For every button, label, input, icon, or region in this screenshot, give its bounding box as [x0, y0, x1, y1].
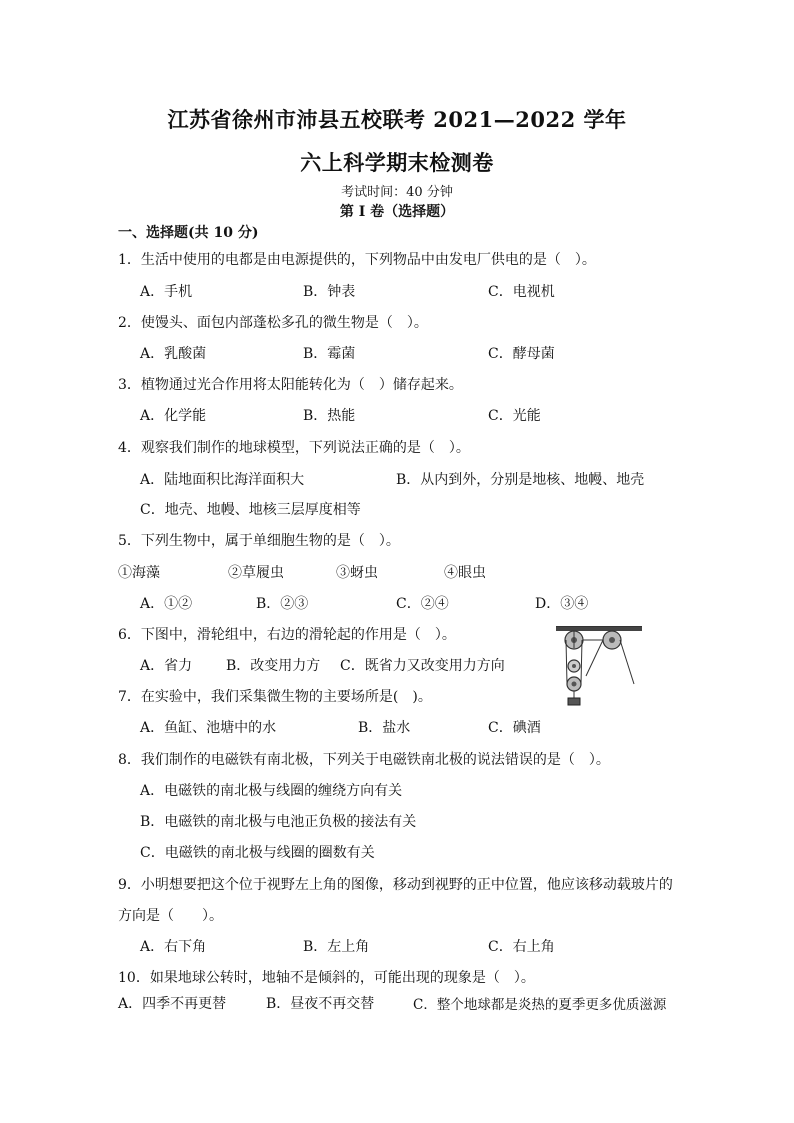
option: B．②③: [256, 596, 309, 612]
option: A．鱼缸、池塘中的水: [140, 720, 277, 736]
option: B．左上角: [303, 939, 370, 955]
list-item: ④眼虫: [444, 565, 486, 581]
question-stem: 8．我们制作的电磁铁有南北极，下列关于电磁铁南北极的说法错误的是（ ）。: [118, 752, 610, 768]
question-stem-continued: 方向是（ ）。: [118, 908, 223, 924]
option: C．电磁铁的南北极与线圈的圈数有关: [140, 845, 375, 861]
option: B．从内到外，分别是地核、地幔、地壳: [396, 472, 645, 488]
section-heading: 一、选择题(共 10 分): [118, 225, 259, 241]
question-stem: 9．小明想要把这个位于视野左上角的图像，移动到视野的正中位置，他应该移动载玻片的: [118, 877, 673, 893]
option: B．热能: [303, 408, 356, 424]
question-stem: 4．观察我们制作的地球模型，下列说法正确的是（ ）。: [118, 440, 470, 456]
list-item: ①海藻: [118, 565, 160, 581]
list-item: ③蚜虫: [336, 565, 378, 581]
option: D．③④: [535, 596, 589, 612]
question-stem: 6．下图中，滑轮组中，右边的滑轮起的作用是（ ）。: [118, 627, 456, 643]
option: A．电磁铁的南北极与线圈的缠绕方向有关: [140, 783, 403, 799]
option: A．四季不再更替: [118, 996, 227, 1012]
question-stem: 1．生活中使用的电都是由电源提供的，下列物品中由发电厂供电的是（ ）。: [118, 252, 596, 268]
option: A．化学能: [140, 408, 207, 424]
pulley-diagram: [556, 626, 642, 706]
option: C．②④: [396, 596, 449, 612]
question-stem: 3．植物通过光合作用将太阳能转化为（ ）储存起来。: [118, 377, 463, 393]
question-stem: 5．下列生物中，属于单细胞生物的是（ ）。: [118, 533, 400, 549]
option: C．酵母菌: [488, 346, 555, 362]
option: A．省力: [140, 658, 193, 674]
option: A．陆地面积比海洋面积大: [140, 472, 305, 488]
question-stem: 10．如果地球公转时，地轴不是倾斜的，可能出现的现象是（ ）。: [118, 970, 535, 986]
option: B．钟表: [303, 284, 356, 300]
option: B．昼夜不再交替: [266, 996, 375, 1012]
option: B．霉菌: [303, 346, 356, 362]
question-stem: 2．使馒头、面包内部蓬松多孔的微生物是（ ）。: [118, 315, 428, 331]
page-title-line2: 六上科学期末检测卷: [300, 150, 494, 175]
page-title-line1: 江苏省徐州市沛县五校联考 2021—2022 学年: [167, 107, 627, 132]
option: C．右上角: [488, 939, 555, 955]
option: B．改变用力方: [226, 658, 321, 674]
option: A．乳酸菌: [140, 346, 207, 362]
option: C．碘酒: [488, 720, 541, 736]
option: C．既省力又改变用力方向: [340, 658, 505, 674]
option: A．①②: [140, 596, 193, 612]
list-item: ②草履虫: [228, 565, 284, 581]
option: C．地壳、地幔、地核三层厚度相等: [140, 502, 361, 518]
option: B．盐水: [358, 720, 411, 736]
option: C．整个地球都是炎热的夏季更多优质滋源: [413, 997, 667, 1013]
option: A．右下角: [140, 939, 207, 955]
volume-heading: 第 I 卷（选择题）: [339, 204, 455, 220]
option: C．电视机: [488, 284, 555, 300]
option: C．光能: [488, 408, 541, 424]
option: A．手机: [140, 284, 193, 300]
option: B．电磁铁的南北极与电池正负极的接法有关: [140, 814, 417, 830]
question-stem: 7．在实验中，我们采集微生物的主要场所是( )。: [118, 689, 432, 705]
exam-time: 考试时间：40 分钟: [341, 185, 453, 200]
